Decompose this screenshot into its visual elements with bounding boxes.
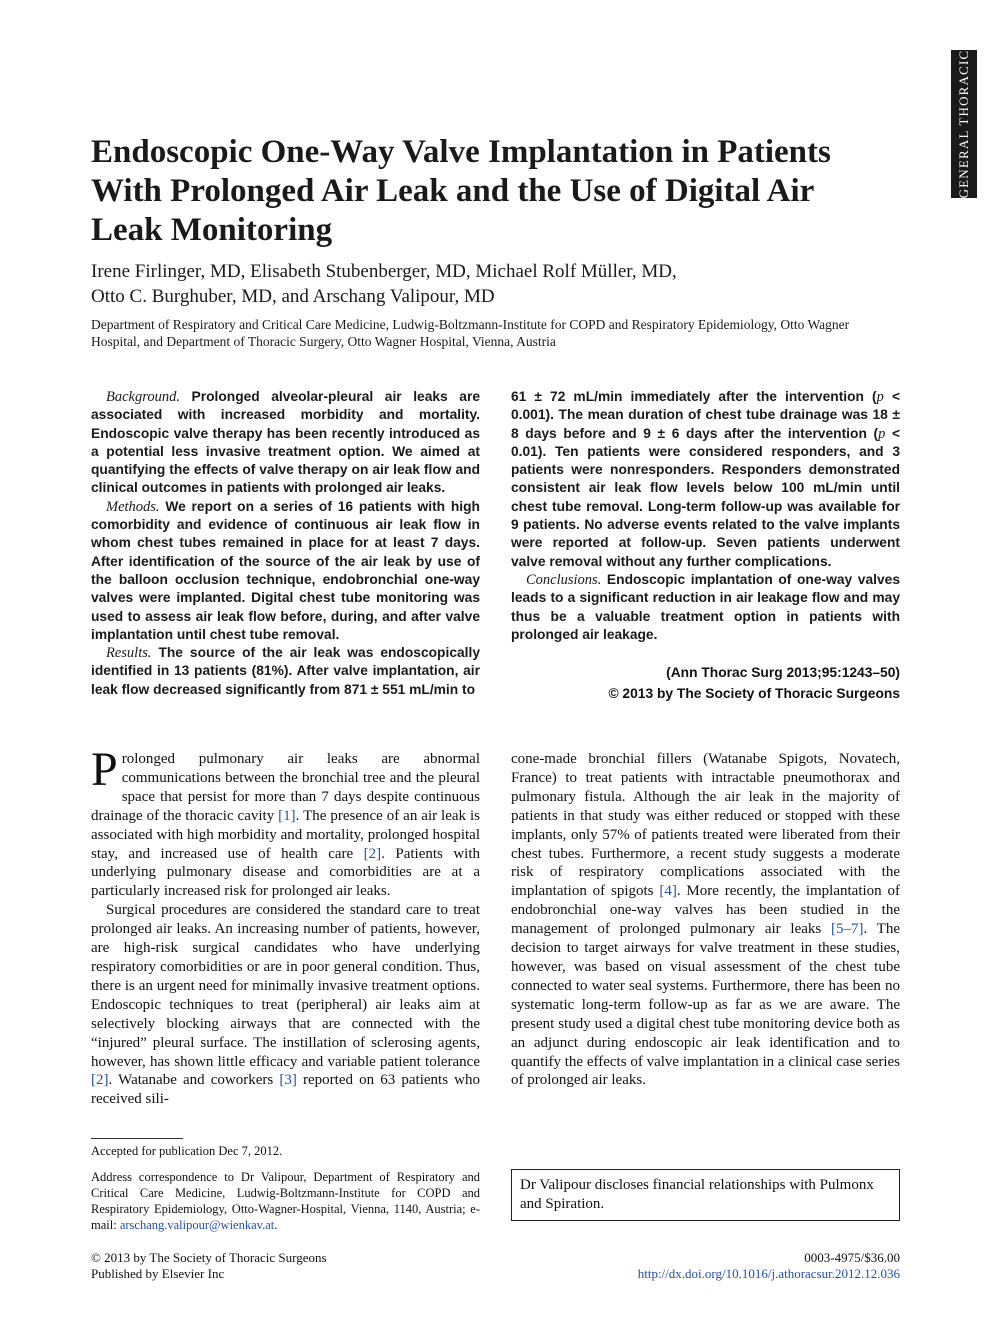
doi-link[interactable]: http://dx.doi.org/10.1016/j.athoracsur.2012.12.036: [637, 1266, 900, 1281]
citation-reference: (Ann Thorac Surg 2013;95:1243–50): [666, 665, 900, 680]
affiliation: Department of Respiratory and Critical Care Medicine, Ludwig-Boltzmann-Institute for COPD and Respiratory Epidemiology, Otto Wagner Hospital, and Department of Thoracic Surgery, Otto Wagner Hospital, Vienna, Austria: [91, 317, 850, 349]
abstract-right-column: [511, 388, 900, 644]
paragraph-text: rolonged pulmonary air leaks are abnormal communications between the bronchial tree and the pleural space that persist for more than 7 days despite continuous drainage of the thoracic cavity: [91, 751, 480, 824]
reference-link-4[interactable]: [4]: [659, 883, 677, 900]
p-value-symbol: p: [876, 389, 884, 405]
section-tab: [951, 50, 977, 198]
footnotes: [91, 1143, 480, 1243]
journal-citation: [511, 662, 900, 704]
conclusions-label: Conclusions.: [526, 571, 602, 588]
paragraph-text: reported on 63 patients who received sili-: [91, 1072, 480, 1108]
authors-line-1: Irene Firlinger, MD, Elisabeth Stubenberger, MD, Michael Rolf Müller, MD,: [91, 261, 677, 282]
issn-price: 0003-4975/$36.00: [804, 1250, 900, 1265]
disclosure-box: Dr Valipour discloses financial relationships with Pulmonx and Spiration.: [511, 1169, 900, 1221]
abstract-methods: [91, 498, 480, 644]
body-right-column: [511, 750, 900, 1090]
intro-paragraph-2: [91, 901, 480, 1109]
results-text-a: 61 ± 72 mL/min immediately after the intervention (: [511, 389, 877, 404]
address-text: Address correspondence to Dr Valipour, Department of Respiratory and Critical Care Medicine, Ludwig-Boltzmann-Institute for COPD and Respiratory Epidemiology, Otto-Wagner-Hospital, Vienna, 1140, Austria; e-mail:: [91, 1170, 480, 1232]
reference-link-2[interactable]: [2]: [363, 845, 382, 862]
section-tab-label: GENERAL THORACIC: [956, 49, 971, 199]
author-list: [91, 259, 881, 309]
intro-paragraph-1: [91, 743, 480, 901]
paragraph-text: . Patients with underlying pulmonary disease and comorbidities are at a particularly increased risk for prolonged air leaks.: [91, 845, 480, 900]
abstract-background: [91, 388, 480, 498]
reference-link-5-7[interactable]: [5–7]: [830, 921, 864, 938]
paragraph-text: . More recently, the implantation of endobronchial one-way valves has been studied in the management of prolonged pulmonary air leaks: [511, 883, 900, 938]
results-text-c: < 0.01). Ten patients were considered responders, and 3 patients were nonresponders. Responders demonstrated consistent air leak flow levels below 100 mL/min until chest tube removal. Long-term follow-up was available for 9 patients. No adverse events related to the valve implants were reported at follow-up. Seven patients underwent valve removal without any further complications.: [511, 425, 900, 569]
abstract-results: [91, 644, 480, 699]
publisher-info: [91, 1250, 491, 1282]
reference-link-3[interactable]: [3]: [279, 1072, 297, 1089]
publisher-line: Published by Elsevier Inc: [91, 1266, 225, 1281]
article-identifiers: [560, 1250, 900, 1282]
methods-label: Methods.: [106, 498, 160, 515]
footnote-divider: [91, 1138, 183, 1139]
results-text-b: < 0.001). The mean duration of chest tube drainage was 18 ± 8 days before and 9 ± 6 days after the intervention (: [511, 389, 900, 441]
reference-link-2b[interactable]: [2]: [91, 1072, 109, 1089]
drop-cap: P: [91, 743, 118, 796]
body-left-column: [91, 743, 480, 1109]
accepted-date: Accepted for publication Dec 7, 2012.: [91, 1144, 283, 1158]
intro-paragraph-2-continued: [511, 750, 900, 1090]
results-label: Results.: [106, 645, 152, 662]
paragraph-text: . The decision to target airways for valve treatment in these studies, however, was based on visual assessment of the chest tube connected to water seal systems. Furthermore, there has been no systematic long-term follow-up as far as we are aware. The present study used a digital chest tube monitoring device both as an adjunct during endoscopic air leak identification and to quantify the effects of valve implantation in a clinical case series of prolonged air leaks.: [511, 921, 900, 1089]
citation-copyright: © 2013 by The Society of Thoracic Surgeons: [608, 686, 900, 701]
paragraph-text: . Watanabe and coworkers: [108, 1072, 280, 1089]
background-text: Prolonged alveolar-pleural air leaks are associated with increased morbidity and mortality. Endoscopic valve therapy has been recently introduced as a potential less invasive treatment option. We aimed at quantifying the effects of valve therapy on air leak flow and clinical outcomes in patients with prolonged air leaks.: [91, 389, 480, 496]
abstract-results-continued: [511, 388, 900, 571]
email-link[interactable]: arschang.valipour@wienkav.at: [119, 1218, 275, 1232]
abstract-left-column: [91, 388, 480, 699]
reference-link-1[interactable]: [1]: [278, 807, 296, 824]
methods-text: We report on a series of 16 patients with high comorbidity and evidence of continuous air leak flow in whom chest tubes remained in place for at least 7 days. After identification of the source of the air leak by use of the balloon occlusion technique, endobronchial one-way valves were implanted. Digital chest tube monitoring was used to assess air leak flow before, during, and after valve implantation until chest tube removal.: [91, 498, 480, 642]
paragraph-text: . The presence of an air leak is associated with high morbidity and mortality, prolonged hospital stay, and increased use of health care: [91, 807, 480, 862]
correspondence-address: [91, 1169, 480, 1233]
results-text-left: The source of the air leak was endoscopically identified in 13 patients (81%). After valve implantation, air leak flow decreased significantly from 871 ± 551 mL/min to: [91, 645, 480, 697]
paragraph-text: cone-made bronchial fillers (Watanabe Spigots, Novatech, France) to treat patients with intractable pneumothorax and pulmonary fistula. Although the air leak in the majority of patients in that study was either reduced or stopped with these implants, only 57% of patients treated were liberated from their chest tubes. Furthermore, a recent study suggests a moderate risk of respiratory complications associated with the implantation of spigots: [511, 751, 900, 900]
article-title: Endoscopic One-Way Valve Implantation in Patients With Prolonged Air Leak and the Use of Digital Air Leak Monitoring: [91, 134, 831, 248]
abstract-conclusions: [511, 571, 900, 644]
conclusions-text: Endoscopic implantation of one-way valves leads to a significant reduction in air leakage flow and may thus be a valuable treatment option in patients with prolonged air leakage.: [511, 571, 900, 642]
p-value-symbol: p: [878, 425, 886, 442]
paragraph-text: Surgical procedures are considered the standard care to treat prolonged air leaks. An increasing number of patients, however, are high-risk surgical candidates who have underlying respiratory comorbidities or are in poor general condition. Thus, there is an urgent need for minimally invasive treatment options. Endoscopic techniques to treat (peripheral) air leaks aim at selectively blocking airways that are connected with the “injured” pleural surface. The instillation of sclerosing agents, however, has shown little efficacy and variable patient tolerance: [91, 902, 480, 1070]
address-end: .: [274, 1218, 278, 1232]
copyright-line: © 2013 by The Society of Thoracic Surgeons: [91, 1250, 327, 1265]
authors-line-2: Otto C. Burghuber, MD, and Arschang Valipour, MD: [91, 286, 495, 307]
background-label: Background.: [106, 389, 180, 405]
